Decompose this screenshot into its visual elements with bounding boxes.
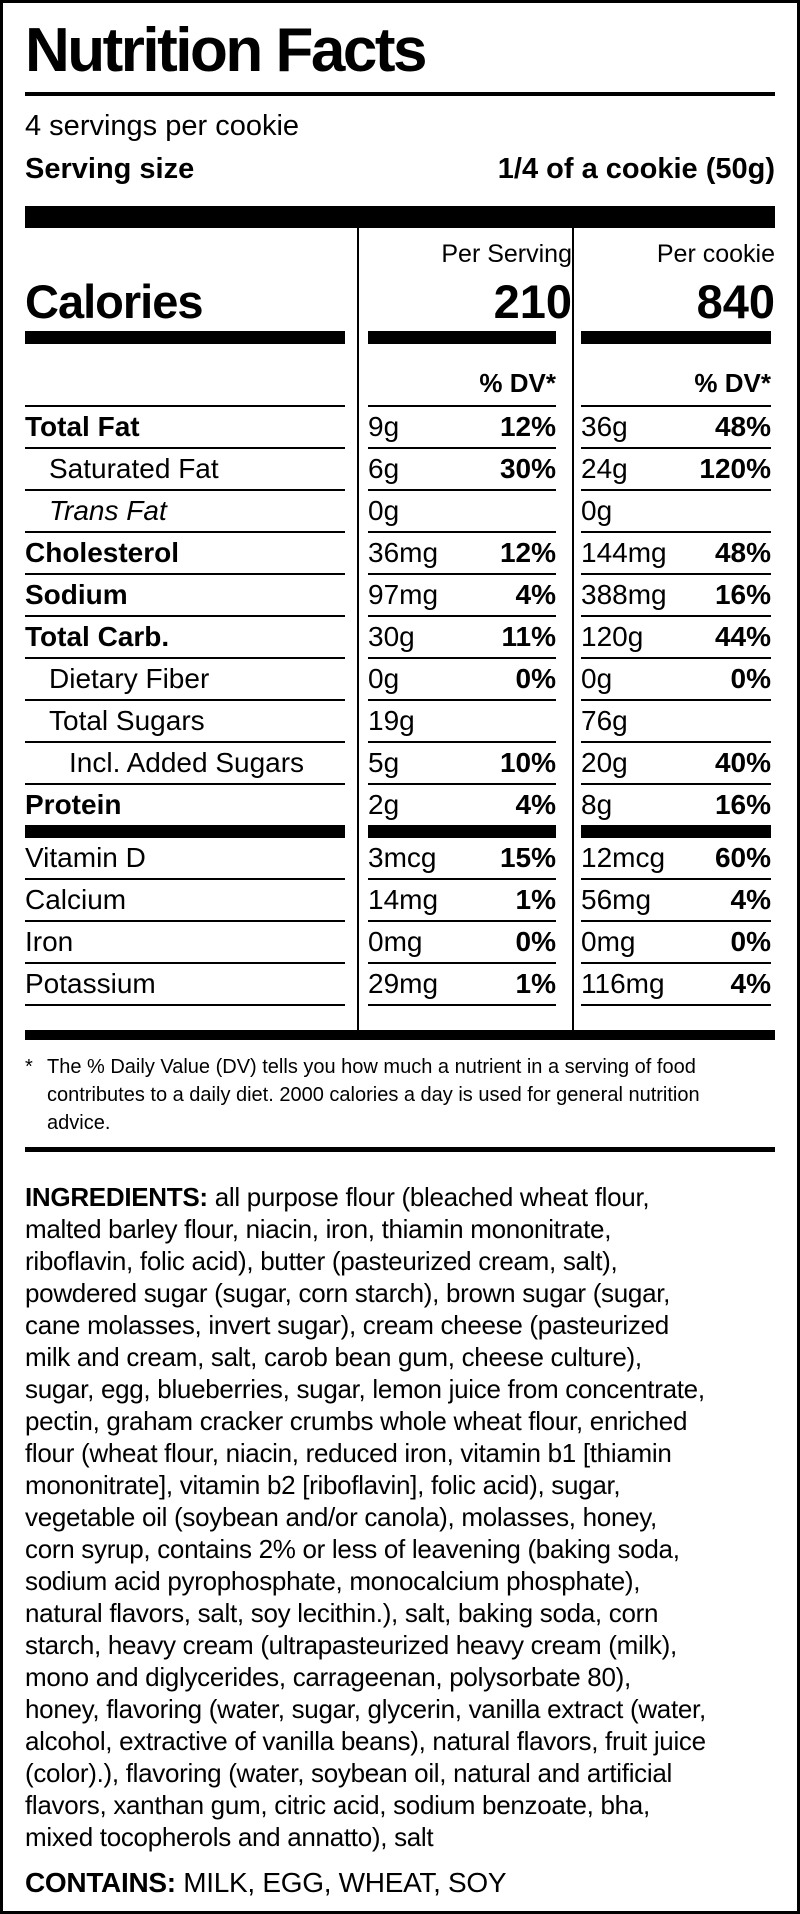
calories-underline xyxy=(25,331,345,344)
per-cookie-total-fat: 36g 48% xyxy=(581,407,771,449)
nutrient-label-added-sugars: Incl. Added Sugars xyxy=(25,743,345,785)
calories-header-cell xyxy=(25,228,357,344)
per-serving-calcium: 14mg 1% xyxy=(368,880,556,922)
table-bottom-bar xyxy=(25,1030,775,1040)
per-cookie-cholesterol: 144mg 48% xyxy=(581,533,771,575)
per-cookie-total-sugars: 76g xyxy=(581,701,771,743)
nutrient-label-vitamin-d: Vitamin D xyxy=(25,838,345,880)
column-tail xyxy=(359,1006,572,1030)
per-cookie-added-sugars: 20g 40% xyxy=(581,743,771,785)
column-nutrient-labels xyxy=(25,228,357,1030)
nutrient-label-trans-fat: Trans Fat xyxy=(25,491,345,533)
nutrient-label-protein: Protein xyxy=(25,785,345,827)
column-per-cookie xyxy=(572,228,775,1030)
contains-statement xyxy=(25,1866,775,1900)
per-cookie-sodium: 388mg 16% xyxy=(581,575,771,617)
section-divider-thick xyxy=(25,206,775,228)
per-serving-header: Per Serving xyxy=(441,240,572,268)
per-serving-potassium: 29mg 1% xyxy=(368,964,556,1006)
nutrient-label-saturated-fat: Saturated Fat xyxy=(25,449,345,491)
per-serving-total-carb: 30g 11% xyxy=(368,617,556,659)
per-cookie-potassium: 116mg 4% xyxy=(581,964,771,1006)
ingredients-label: INGREDIENTS: xyxy=(25,1182,208,1212)
footnote-asterisk: * xyxy=(25,1056,33,1078)
contains-value: MILK, EGG, WHEAT, SOY xyxy=(183,1867,507,1898)
per-cookie-total-carb: 120g 44% xyxy=(581,617,771,659)
per-cookie-vitamin-d: 12mcg 60% xyxy=(581,838,771,880)
column-tail xyxy=(574,1006,775,1030)
footnote-text: The % Daily Value (DV) tells you how much a nutrient in a serving of food contributes to a daily diet. 2000 calories a day is used for general nutrition advice. xyxy=(47,1056,700,1134)
per-cookie-protein: 8g 16% xyxy=(581,785,771,827)
per-serving-added-sugars: 5g 10% xyxy=(368,743,556,785)
per-serving-dv-header: % DV* xyxy=(368,344,556,407)
calories-label: Calories xyxy=(25,275,203,328)
label-title: Nutrition Facts xyxy=(25,16,425,85)
servings-per-container: 4 servings per cookie xyxy=(25,110,300,142)
per-cookie-calories-cell xyxy=(574,228,775,344)
nutrient-label-calcium: Calcium xyxy=(25,880,345,922)
serving-size-value: 1/4 of a cookie (50g) xyxy=(497,153,775,185)
per-serving-saturated-fat: 6g 30% xyxy=(368,449,556,491)
calories-underline xyxy=(581,331,771,344)
per-serving-protein: 2g 4% xyxy=(368,785,556,827)
per-serving-calories-value: 210 xyxy=(493,275,572,328)
nutrients-table xyxy=(25,228,775,1030)
title-divider xyxy=(25,92,775,96)
per-serving-vitamin-d: 3mcg 15% xyxy=(368,838,556,880)
protein-divider-bar xyxy=(581,827,771,838)
nutrient-label-dietary-fiber: Dietary Fiber xyxy=(25,659,345,701)
nutrient-label-total-sugars: Total Sugars xyxy=(25,701,345,743)
per-serving-iron: 0mg 0% xyxy=(368,922,556,964)
nutrient-label-cholesterol: Cholesterol xyxy=(25,533,345,575)
per-cookie-dv-header: % DV* xyxy=(581,344,771,407)
nutrient-label-total-carb: Total Carb. xyxy=(25,617,345,659)
nutrient-label-potassium: Potassium xyxy=(25,964,345,1006)
per-cookie-dietary-fiber: 0g 0% xyxy=(581,659,771,701)
contains-label: CONTAINS: xyxy=(25,1867,176,1898)
nutrient-label-iron: Iron xyxy=(25,922,345,964)
per-serving-sodium: 97mg 4% xyxy=(368,575,556,617)
ingredients-section: INGREDIENTS: all purpose flour (bleached wheat flour, malted barley flour, niacin, iron, thiamin mononitrate, riboflavin, folic acid), butter (pasteurized cream, salt), powdered sugar (sugar, corn starch), brown sugar (sugar, cane molasses, invert sugar), cream cheese (pasteurized milk and cream, salt, carob bean gum, cheese culture), sugar, egg, blueberries, sugar, lemon juice from concentrate, pectin, graham cracker crumbs whole wheat flour, enriched flour (wheat flour, niacin, reduced iron, vitamin b1 [thiamin mononitrate], vitamin b2 [riboflavin], folic acid), sugar, vegetable oil (soybean and/or canola), molasses, honey, corn syrup, contains 2% or less of leavening (baking soda, sodium acid pyrophosphate, monocalcium phosphate), natural flavors, salt, soy lecithin.), salt, baking soda, corn starch, heavy cream (ultrapasteurized heavy cream (milk), mono and diglycerides, carrageenan, polysorbate 80), honey, flavoring (water, sugar, glycerin, vanilla extract (water, alcohol, extractive of vanilla beans), natural flavors, fruit juice (color).), flavoring (water, soybean oil, natural and artificial flavors, xanthan gum, citric acid, sodium benzoate, bha, mixed tocopherols and annatto), salt xyxy=(25,1182,706,1852)
per-cookie-calories-value: 840 xyxy=(696,275,775,328)
serving-size-row xyxy=(25,152,775,186)
column-tail xyxy=(25,1006,357,1030)
per-serving-total-sugars: 19g xyxy=(368,701,556,743)
per-cookie-iron: 0mg 0% xyxy=(581,922,771,964)
per-serving-dietary-fiber: 0g 0% xyxy=(368,659,556,701)
dv-header-spacer xyxy=(25,344,345,407)
serving-size-label: Serving size xyxy=(25,153,195,185)
column-per-serving xyxy=(357,228,572,1030)
daily-value-footnote xyxy=(25,1053,775,1137)
per-cookie-trans-fat: 0g xyxy=(581,491,771,533)
nutrient-label-sodium: Sodium xyxy=(25,575,345,617)
per-serving-calories-cell xyxy=(359,228,572,344)
protein-divider-bar xyxy=(25,827,345,838)
per-cookie-saturated-fat: 24g 120% xyxy=(581,449,771,491)
protein-divider-bar xyxy=(368,827,556,838)
footnote-divider xyxy=(25,1147,775,1152)
per-serving-total-fat: 9g 12% xyxy=(368,407,556,449)
per-cookie-calcium: 56mg 4% xyxy=(581,880,771,922)
per-serving-cholesterol: 36mg 12% xyxy=(368,533,556,575)
nutrient-label-total-fat: Total Fat xyxy=(25,407,345,449)
per-cookie-header: Per cookie xyxy=(656,240,775,268)
per-serving-trans-fat: 0g xyxy=(368,491,556,533)
calories-underline xyxy=(368,331,556,344)
